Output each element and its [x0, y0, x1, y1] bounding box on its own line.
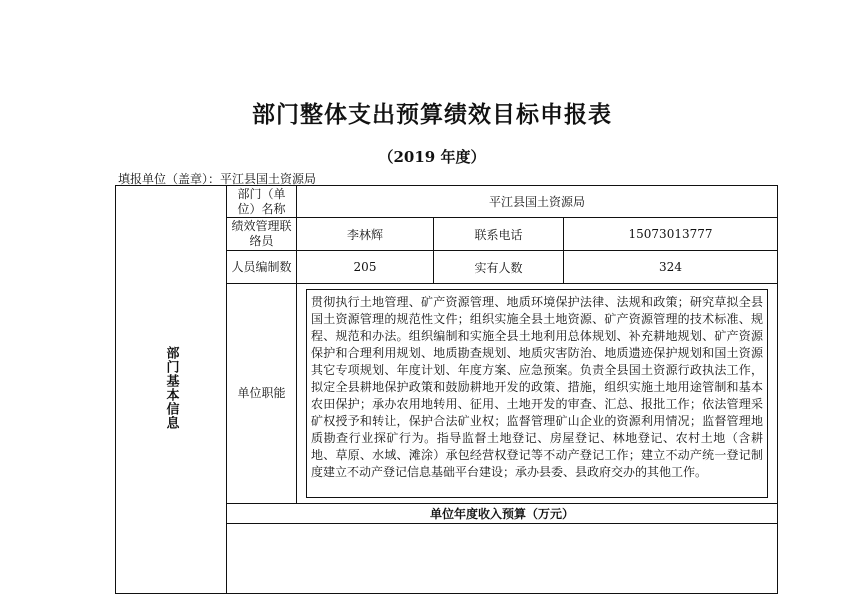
actual-value: 324: [564, 251, 778, 284]
dept-label: 部门（单位）名称: [227, 186, 297, 218]
duty-cell: [297, 284, 778, 504]
document-title: 部门整体支出预算绩效目标申报表: [252, 101, 612, 128]
section-label: 部门基本信息: [163, 346, 179, 430]
manager-value: 李林辉: [297, 218, 434, 251]
manager-label: 绩效管理联络员: [227, 218, 297, 251]
duty-text: 贯彻执行土地管理、矿产资源管理、地质环境保护法律、法规和政策；研究草拟全县国土资源管理的规范性文件；组织实施全县土地资源、矿产资源管理的技术标准、规程、规范和办法。组织编制和实施全县土地利用总体规划、补充耕地规划、矿产资源保护和合理利用规划、地质勘查规划、地质灾害防治、地质遗迹保护规划和国土资源其它专项规划、年度计划、年度方案、应急预案。负责全县国土资源行政执法工作，拟定全县耕地保护政策和鼓励耕地开发的政策、措施，组织实施土地用途管制和基本农田保护；承办农用地转用、征用、土地开发的审查、汇总、报批工作；依法管理采矿权授予和转让，保护合法矿业权；监督管理矿山企业的资源利用情况；监督管理地质勘查行业探矿行为。指导监督土地登记、房屋登记、林地登记、农村土地（含耕地、草原、水域、滩涂）承包经营权登记等不动产登记工作；建立不动产统一登记制度建立不动产登记信息基础平台建设；承办县委、县政府交办的其他工作。: [306, 289, 768, 498]
filler-label: 填报单位（盖章）：: [118, 172, 221, 186]
phone-value: 15073013777: [564, 218, 778, 251]
filler-value: 平江县国土资源局: [220, 172, 317, 186]
staff-label: 人员编制数: [227, 251, 297, 284]
budget-form-table: [115, 185, 778, 594]
document-year: （2019 年度）: [378, 148, 486, 166]
row-dept: [116, 186, 778, 218]
phone-label: 联系电话: [434, 218, 564, 251]
section-cell: [116, 186, 227, 594]
dept-value: 平江县国土资源局: [297, 186, 778, 218]
actual-label: 实有人数: [434, 251, 564, 284]
budget-body: [227, 524, 778, 594]
duty-label: 单位职能: [227, 284, 297, 504]
budget-header: 单位年度收入预算（万元）: [227, 504, 778, 524]
staff-value: 205: [297, 251, 434, 284]
